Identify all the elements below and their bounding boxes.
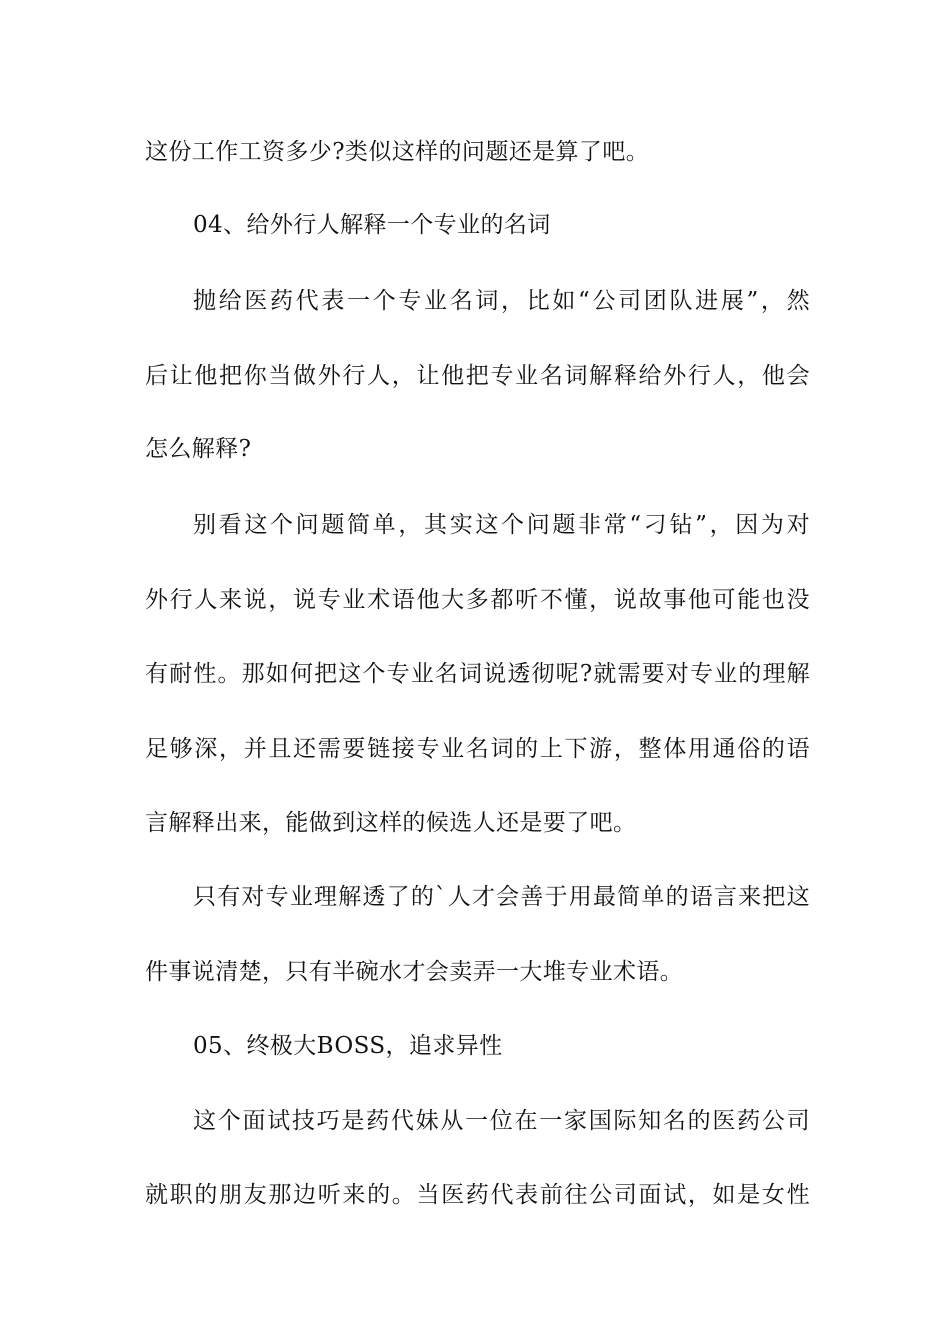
text-line: 有耐性。那如何把这个专业名词说透彻呢?就需要对专业的理解: [145, 661, 810, 687]
section-heading-05: 05、终极大BOSS，追求异性: [193, 1033, 503, 1059]
text-line: 这个面试技巧是药代妹从一位在一家国际知名的医药公司: [193, 1108, 810, 1134]
text-line: 外行人来说，说专业术语他大多都听不懂，说故事他可能也没: [145, 587, 810, 613]
text-line: 怎么解释?: [145, 436, 252, 462]
text-line: 就职的朋友那边听来的。当医药代表前往公司面试，如是女性: [145, 1182, 810, 1208]
section-heading-04: 04、给外行人解释一个专业的名词: [193, 212, 551, 238]
text-line: 只有对专业理解透了的`人才会善于用最简单的语言来把这: [193, 884, 810, 910]
text-line: 抛给医药代表一个专业名词，比如“公司团队进展”，然: [193, 288, 810, 314]
text-line: 这份工作工资多少?类似这样的问题还是算了吧。: [145, 139, 650, 165]
text-line: 后让他把你当做外行人，让他把专业名词解释给外行人，他会: [145, 363, 810, 389]
text-line: 件事说清楚，只有半碗水才会卖弄一大堆专业术语。: [145, 959, 684, 985]
text-line: 言解释出来，能做到这样的候选人还是要了吧。: [145, 810, 637, 836]
text-line: 足够深，并且还需要链接专业名词的上下游，整体用通俗的语: [145, 736, 810, 762]
text-line: 别看这个问题简单，其实这个问题非常“刁钻”，因为对: [193, 512, 810, 538]
